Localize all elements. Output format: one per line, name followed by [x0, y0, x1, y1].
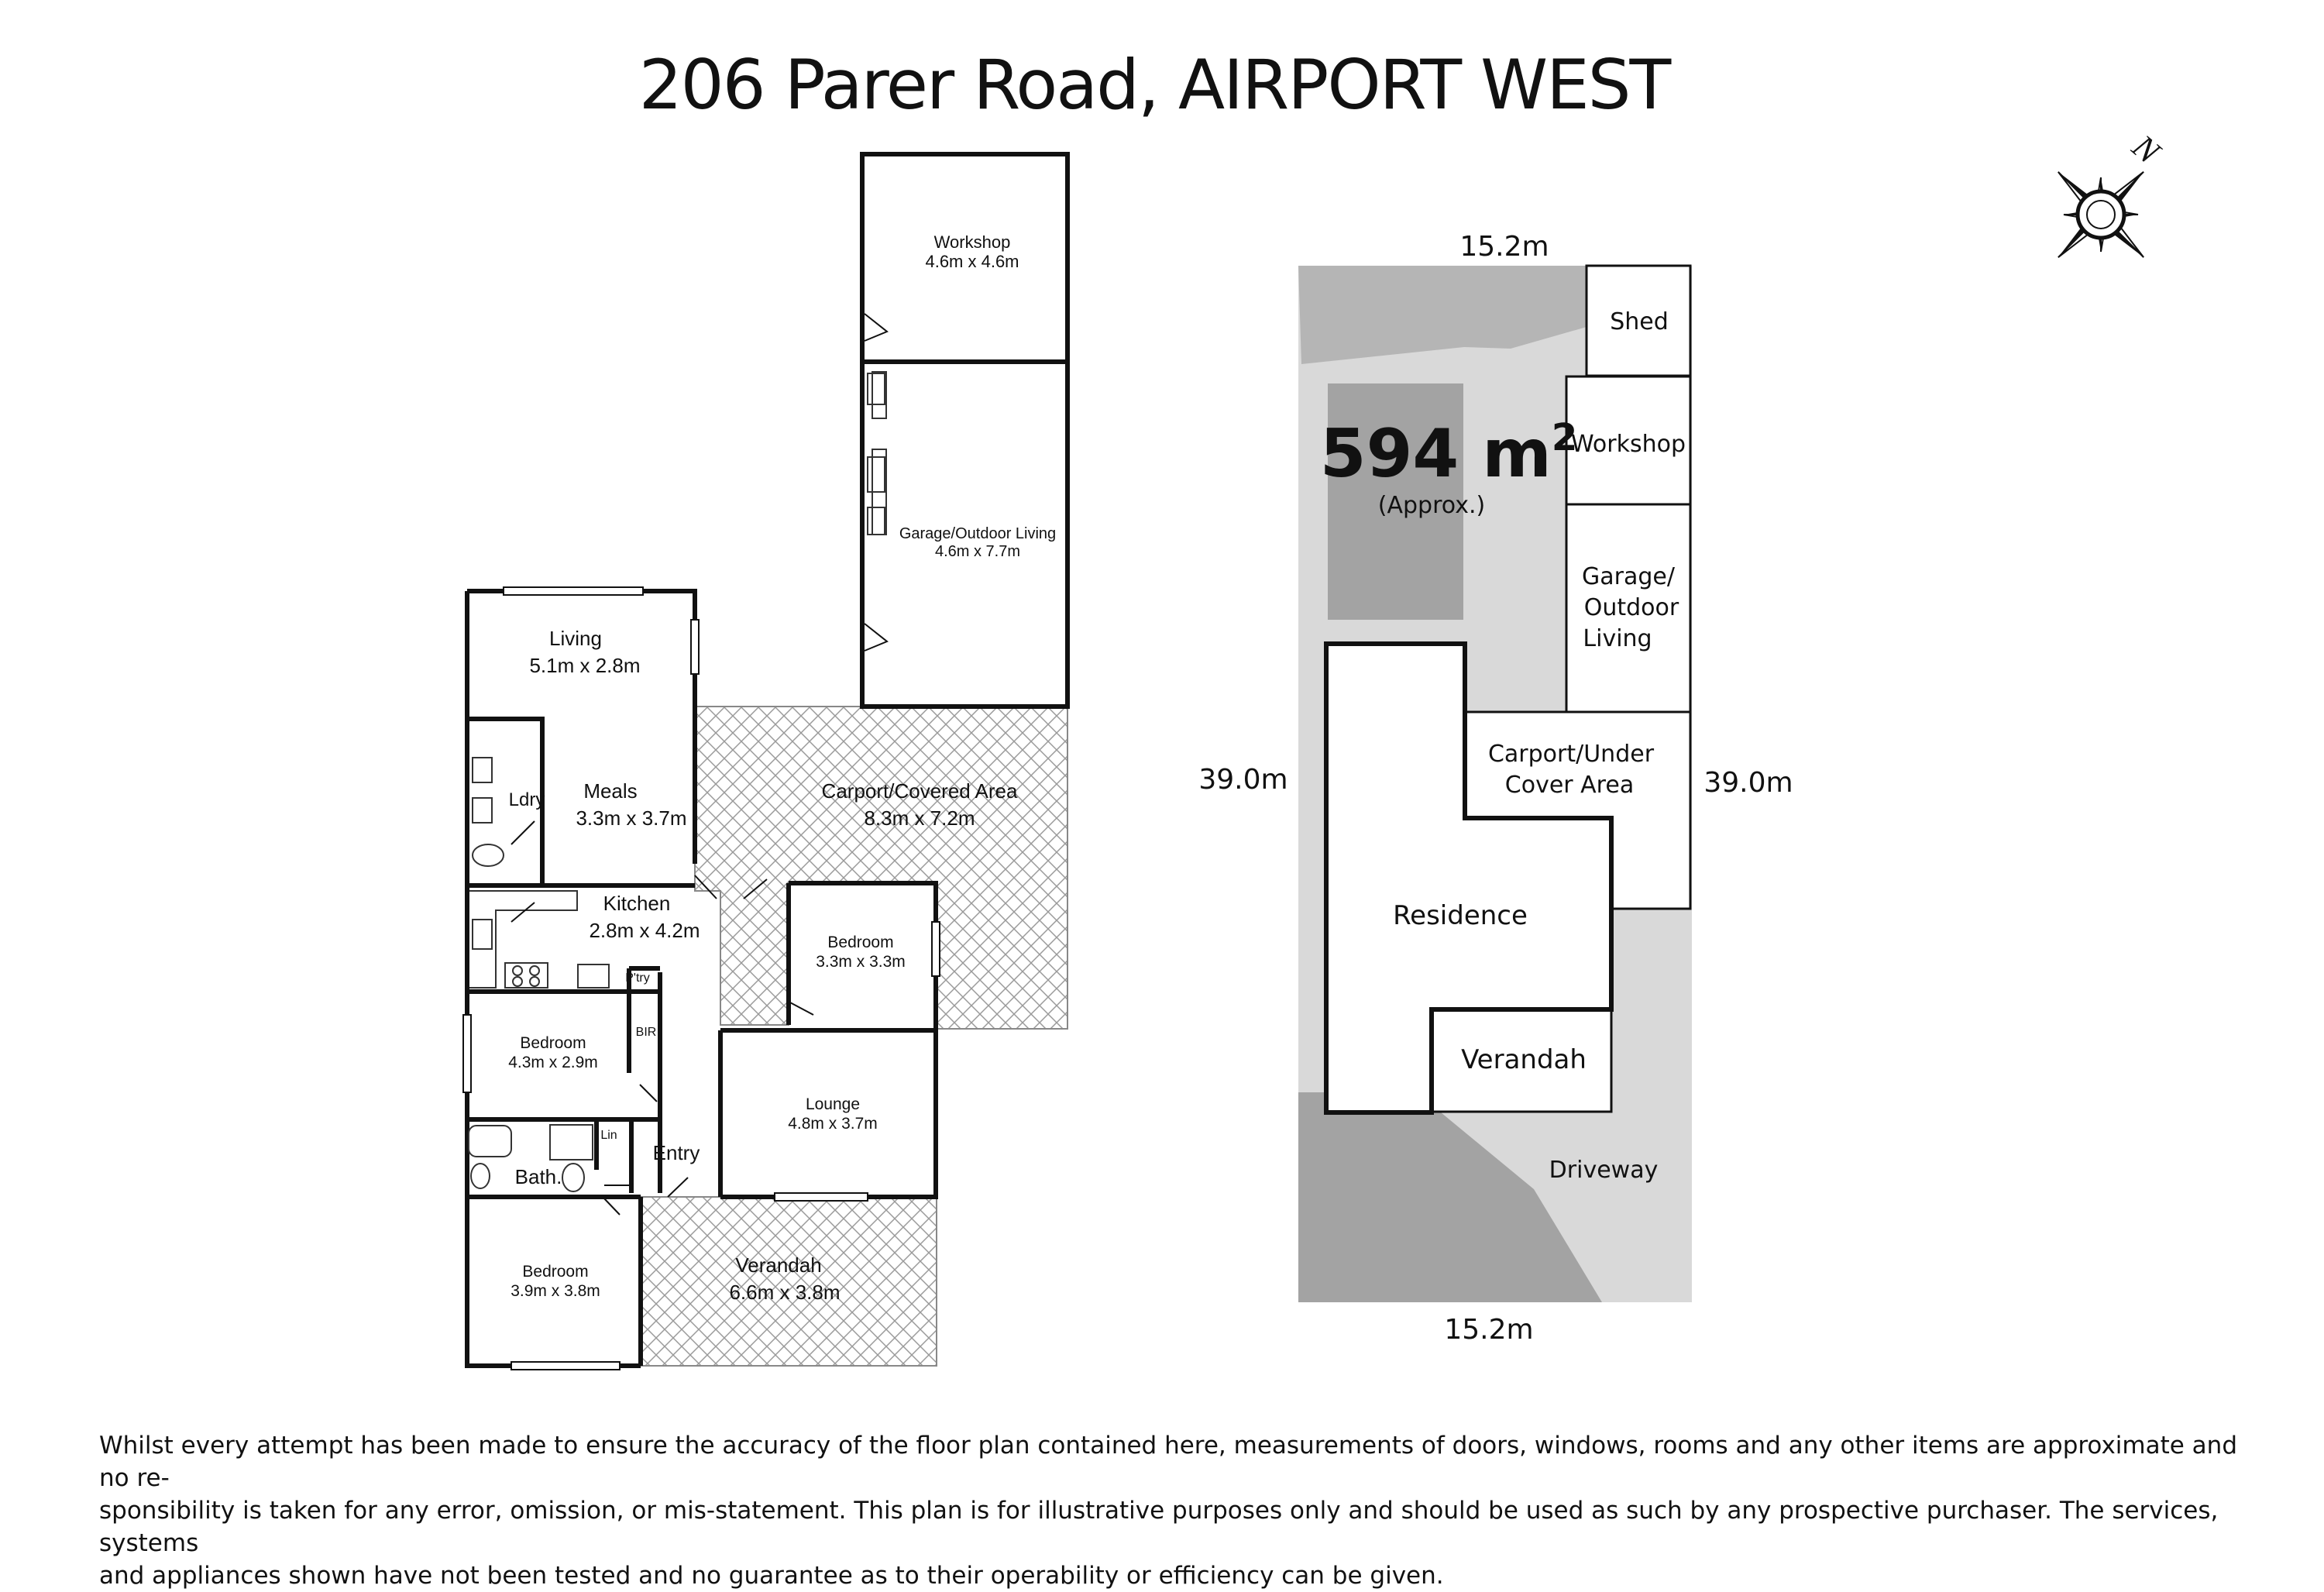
room-size-living: 5.1m x 2.8m — [529, 654, 641, 677]
site-dimension-bottom: 15.2m — [1444, 1314, 1534, 1346]
floor-plan — [463, 154, 1067, 1370]
disclaimer-line: and appliances shown have not been tested and no guarantee as to their operability or efficiency can be given. — [99, 1562, 1444, 1590]
site-dimension-top: 15.2m — [1459, 231, 1549, 263]
site-label-driveway: Driveway — [1549, 1157, 1659, 1184]
compass-north-icon — [2016, 127, 2187, 301]
room-label-verandah: Verandah — [735, 1253, 822, 1277]
room-label-workshop: Workshop — [933, 232, 1011, 252]
site-dimension-left: 39.0m — [1198, 764, 1288, 796]
room-label-laundry: Ldry — [508, 789, 545, 810]
room-label-bath: Bath. — [514, 1165, 562, 1188]
site-label-verandah: Verandah — [1461, 1044, 1587, 1075]
carport-hatch — [695, 707, 1067, 1029]
room-size-carport: 8.3m x 7.2m — [864, 806, 975, 830]
site-plan — [1198, 231, 1793, 1346]
room-size-bedroom-2: 4.3m x 2.9m — [508, 1054, 598, 1071]
room-size-bedroom-3: 3.3m x 3.3m — [816, 953, 906, 971]
room-size-meals: 3.3m x 3.7m — [576, 806, 687, 830]
disclaimer-line: sponsibility is taken for any error, omission, or mis-statement. This plan is for illustrative purposes only and should be used as such by any prospective purchaser. The services, systems — [99, 1497, 2219, 1557]
room-size-verandah: 6.6m x 3.8m — [729, 1281, 841, 1304]
room-size-workshop: 4.6m x 4.6m — [925, 252, 1019, 271]
room-label-living: Living — [549, 627, 602, 650]
site-dimension-right: 39.0m — [1703, 767, 1793, 799]
room-label-lounge: Lounge — [805, 1095, 861, 1113]
room-label-bedroom-3: Bedroom — [827, 934, 894, 951]
site-area-value: 594 $m^2$ — [1319, 415, 1578, 493]
room-size-kitchen: 2.8m x 4.2m — [589, 919, 700, 942]
room-label-meals: Meals — [583, 779, 638, 803]
room-label-pantry: P'try — [625, 971, 650, 985]
page-title: 206 Parer Road, AIRPORT WEST — [638, 45, 1670, 125]
compass-north-label: N — [2125, 127, 2168, 171]
disclaimer-line: Whilst every attempt has been made to ensure the accuracy of the floor plan contained here, measurements of doors, windows, rooms and any other items are approximate and no re- — [99, 1432, 2237, 1492]
site-label-residence: Residence — [1393, 900, 1528, 931]
room-label-entry: Entry — [652, 1141, 700, 1164]
room-label-bedroom-1: Bedroom — [522, 1263, 589, 1281]
site-label-garage-1: Garage/ — [1582, 563, 1675, 590]
room-label-carport: Carport/Covered Area — [821, 779, 1018, 803]
site-label-carport-2: Cover Area — [1504, 772, 1635, 799]
room-label-kitchen: Kitchen — [603, 892, 671, 915]
room-label-bedroom-2: Bedroom — [520, 1034, 586, 1052]
site-label-carport-1: Carport/Under — [1487, 741, 1655, 768]
disclaimer — [99, 1429, 2237, 1592]
room-size-bedroom-1: 3.9m x 3.8m — [511, 1282, 600, 1300]
room-label-linen: Lin — [600, 1129, 617, 1142]
site-area-note: (Approx.) — [1377, 492, 1486, 519]
room-label-bir: BIR — [635, 1026, 657, 1039]
site-label-garage-3: Living — [1583, 625, 1652, 652]
room-label-garage: Garage/Outdoor Living — [899, 525, 1057, 542]
site-label-garage-2: Outdoor — [1583, 594, 1679, 621]
site-label-shed: Shed — [1610, 308, 1669, 335]
room-size-garage: 4.6m x 7.7m — [934, 543, 1021, 560]
room-size-lounge: 4.8m x 3.7m — [788, 1115, 878, 1133]
site-label-workshop: Workshop — [1570, 431, 1686, 458]
